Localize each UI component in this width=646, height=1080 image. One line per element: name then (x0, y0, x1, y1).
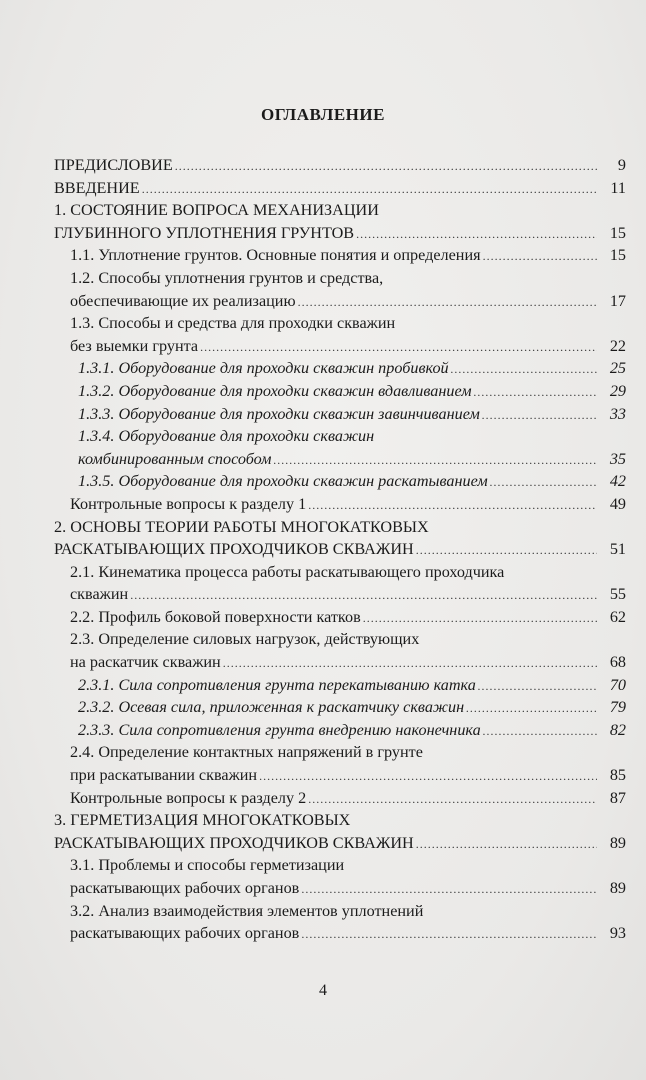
toc-entry (54, 922, 626, 945)
toc-entry-title: 1.3.3. Оборудование для проходки скважин завинчиванием (78, 404, 480, 423)
toc-leader-dots (483, 245, 597, 268)
toc-entry (54, 177, 626, 200)
toc-entry-page: 93 (609, 924, 626, 943)
toc-entry-page: 55 (609, 585, 626, 604)
toc-entry-title: на раскатчик скважин (70, 653, 221, 672)
toc-entry-page: 49 (609, 494, 626, 513)
toc-entry-title: 1.2. Способы уплотнения грунтов и средства, (70, 268, 384, 287)
toc-entry-title: 2.4. Определение контактных напряжений в грунте (70, 743, 423, 762)
toc-entry-title: обеспечивающие их реализацию (70, 291, 296, 310)
toc-entry (54, 493, 626, 516)
toc-leader-dots (490, 471, 597, 494)
toc-leader-dots (356, 223, 597, 246)
toc-entry (54, 741, 626, 764)
toc-entry-title: 2.3.2. Осевая сила, приложенная к раскатчику скважин (78, 698, 465, 717)
toc-entry-title: при раскатывании скважин (70, 766, 258, 785)
toc-entry-title: 2. ОСНОВЫ ТЕОРИИ РАБОТЫ МНОГОКАТКОВЫХ (54, 517, 429, 536)
toc-entry (54, 470, 626, 493)
toc-entry-page: 87 (609, 788, 626, 807)
toc-leader-dots (200, 336, 597, 359)
toc-entry (54, 787, 626, 810)
toc-entry-title: РАСКАТЫВАЮЩИХ ПРОХОДЧИКОВ СКВАЖИН (54, 833, 414, 852)
toc-entry-title: 3.1. Проблемы и способы герметизации (70, 856, 345, 875)
toc-entry-title: Контрольные вопросы к разделу 1 (70, 494, 307, 513)
toc-entry (54, 403, 626, 426)
toc-entry (54, 561, 626, 584)
toc-entry (54, 674, 626, 697)
toc-entry-page: 17 (609, 291, 626, 310)
toc-leader-dots (301, 878, 597, 901)
table-of-contents (54, 154, 626, 945)
toc-entry (54, 809, 626, 832)
toc-entry-title: скважин (70, 585, 129, 604)
toc-entry-page: 33 (609, 404, 626, 423)
toc-leader-dots (130, 584, 597, 607)
toc-leader-dots (482, 404, 597, 427)
toc-leader-dots (298, 291, 597, 314)
toc-leader-dots (142, 178, 597, 201)
toc-entry (54, 900, 626, 923)
toc-entry-title: РАСКАТЫВАЮЩИХ ПРОХОДЧИКОВ СКВАЖИН (54, 540, 414, 559)
toc-entry (54, 583, 626, 606)
toc-entry-title: раскатывающих рабочих органов (70, 879, 300, 897)
toc-leader-dots (308, 494, 597, 517)
toc-entry-title: раскатывающих рабочих органов (70, 924, 300, 943)
toc-leader-dots (259, 765, 597, 788)
toc-entry (54, 154, 626, 177)
toc-entry (54, 222, 626, 245)
toc-entry-page: 68 (609, 653, 626, 672)
toc-entry-page: 62 (609, 607, 626, 626)
toc-entry-page: 42 (609, 472, 626, 491)
toc-leader-dots (451, 358, 597, 381)
toc-entry (54, 538, 626, 561)
toc-leader-dots (175, 155, 597, 178)
page-number: 4 (319, 982, 327, 999)
toc-leader-dots (483, 720, 597, 743)
toc-entry-page: 15 (609, 246, 626, 265)
toc-entry-title: 2.3. Определение силовых нагрузок, действующих (70, 630, 420, 649)
toc-entry-title: 1.3.5. Оборудование для проходки скважин раскатыванием (78, 472, 488, 491)
toc-entry (54, 448, 626, 471)
toc-entry-title: 3.2. Анализ взаимодействия элементов уплотнений (70, 901, 424, 920)
toc-entry (54, 357, 626, 380)
toc-entry-page: 85 (609, 766, 626, 785)
toc-entry (54, 267, 626, 290)
toc-leader-dots (466, 697, 597, 720)
toc-entry (54, 854, 626, 877)
toc-entry-page: 35 (609, 449, 626, 468)
toc-entry-title: 1. СОСТОЯНИЕ ВОПРОСА МЕХАНИЗАЦИИ (54, 201, 379, 220)
toc-entry (54, 380, 626, 403)
toc-entry-title: 1.3.4. Оборудование для проходки скважин (78, 427, 375, 446)
toc-entry-title: ПРЕДИСЛОВИЕ (54, 156, 173, 174)
toc-entry-page: 9 (617, 156, 626, 174)
toc-entry-title: 2.1. Кинематика процесса работы раскатывающего проходчика (70, 562, 505, 581)
toc-entry-title: 1.1. Уплотнение грунтов. Основные понятия и определения (70, 246, 481, 265)
toc-entry-page: 11 (610, 178, 626, 197)
toc-entry-page: 82 (609, 720, 626, 739)
toc-entry-title: комбинированным способом (78, 449, 272, 468)
toc-entry-title: 2.2. Профиль боковой поверхности катков (70, 607, 361, 626)
toc-entry-page: 15 (609, 223, 626, 242)
toc-entry-title: 2.3.3. Сила сопротивления грунта внедрению наконечника (78, 720, 481, 739)
toc-entry (54, 290, 626, 313)
toc-leader-dots (301, 923, 597, 946)
toc-leader-dots (416, 539, 597, 562)
toc-entry-page: 51 (609, 540, 626, 559)
toc-entry (54, 516, 626, 539)
toc-entry-page: 22 (609, 336, 626, 355)
toc-entry-title: 1.3.2. Оборудование для проходки скважин вдавливанием (78, 381, 472, 400)
toc-entry-title: без выемки грунта (70, 336, 199, 355)
toc-leader-dots (223, 652, 597, 675)
toc-entry (54, 696, 626, 719)
toc-entry-page: 70 (609, 675, 626, 694)
toc-entry-title: Контрольные вопросы к разделу 2 (70, 788, 307, 807)
toc-entry (54, 425, 626, 448)
toc-entry-page: 79 (609, 698, 626, 717)
toc-leader-dots (474, 381, 597, 404)
toc-entry-title: 3. ГЕРМЕТИЗАЦИЯ МНОГОКАТКОВЫХ (54, 811, 351, 830)
toc-entry-title: 1.3.1. Оборудование для проходки скважин пробивкой (78, 359, 449, 378)
toc-leader-dots (416, 833, 597, 856)
toc-entry-title: 1.3. Способы и средства для проходки скважин (70, 314, 396, 333)
toc-leader-dots (478, 675, 597, 698)
toc-entry (54, 651, 626, 674)
toc-entry (54, 244, 626, 267)
toc-entry (54, 832, 626, 855)
toc-leader-dots (274, 449, 598, 472)
toc-entry-page: 29 (609, 381, 626, 400)
toc-leader-dots (308, 788, 597, 811)
toc-entry (54, 719, 626, 742)
page-title: ОГЛАВЛЕНИЕ (261, 105, 385, 124)
toc-entry (54, 606, 626, 629)
toc-entry (54, 764, 626, 787)
toc-entry (54, 199, 626, 222)
toc-entry (54, 628, 626, 651)
toc-entry-page: 25 (609, 359, 626, 378)
toc-entry-title: ВВЕДЕНИЕ (54, 178, 140, 197)
toc-entry-title: 2.3.1. Сила сопротивления грунта перекатыванию катка (78, 675, 476, 694)
toc-entry-title: ГЛУБИННОГО УПЛОТНЕНИЯ ГРУНТОВ (54, 223, 355, 242)
toc-entry-page: 89 (609, 833, 626, 852)
toc-entry (54, 312, 626, 335)
toc-leader-dots (363, 607, 597, 630)
toc-entry (54, 335, 626, 358)
toc-entry (54, 877, 626, 900)
toc-entry-page: 89 (609, 879, 626, 897)
